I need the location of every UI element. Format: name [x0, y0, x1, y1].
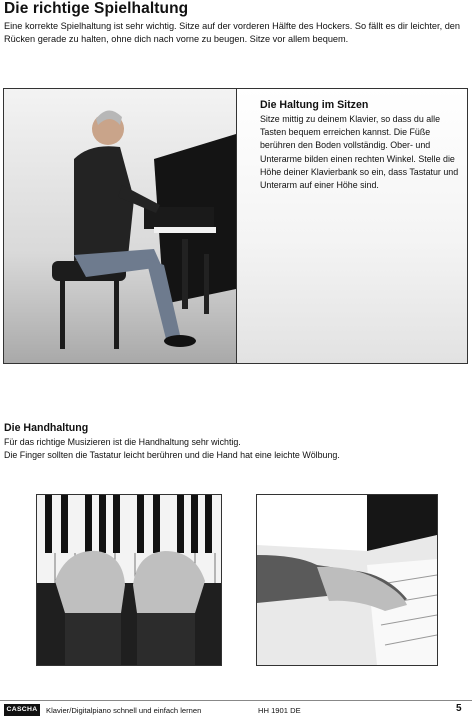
hands-side-photo: [256, 494, 438, 666]
page-title: Die richtige Spielhaltung: [4, 0, 189, 17]
sitting-posture-photo: [3, 88, 468, 364]
hands-front-photo: [36, 494, 222, 666]
hands-side-illustration: [257, 495, 437, 665]
sitting-heading: Die Haltung im Sitzen: [260, 99, 369, 111]
hands-line-2: Die Finger sollten die Tastatur leicht berühren und die Hand hat eine leichte Wölbung.: [4, 450, 340, 460]
pianist-illustration: [4, 89, 236, 363]
page-number: 5: [456, 703, 462, 714]
publisher-logo: [4, 704, 40, 716]
hands-front-illustration: [37, 495, 221, 665]
hands-line-1: Für das richtige Musizieren ist die Handhaltung sehr wichtig.: [4, 437, 241, 447]
hands-heading: Die Handhaltung: [4, 422, 89, 434]
publisher-logo-text: CASCHA: [6, 706, 38, 713]
photo-image-area: [4, 89, 237, 363]
footer-product-code: HH 1901 DE: [258, 706, 301, 715]
intro-paragraph: Eine korrekte Spielhaltung ist sehr wichtig. Sitze auf der vorderen Hälfte des Hockers. So fällt es dir leichter, den Rücken gerade zu halten, ohne dich nach vorne zu beugen. Sitze vor allem bequem.: [4, 21, 461, 44]
sitting-paragraph: Sitze mittig zu deinem Klavier, so dass du alle Tasten bequem erreichen kannst. Die Füße berühren den Boden vollständig. Ober- und Unterarme bilden einen rechten Winkel. Stelle die Höhe deiner Klavierbank so ein, dass Tastatur und Unterarm auf einer Höhe sind.: [260, 114, 459, 191]
footer-rule: [0, 700, 472, 701]
footer-book-title: Klavier/Digitalpiano schnell und einfach lernen: [46, 706, 202, 715]
